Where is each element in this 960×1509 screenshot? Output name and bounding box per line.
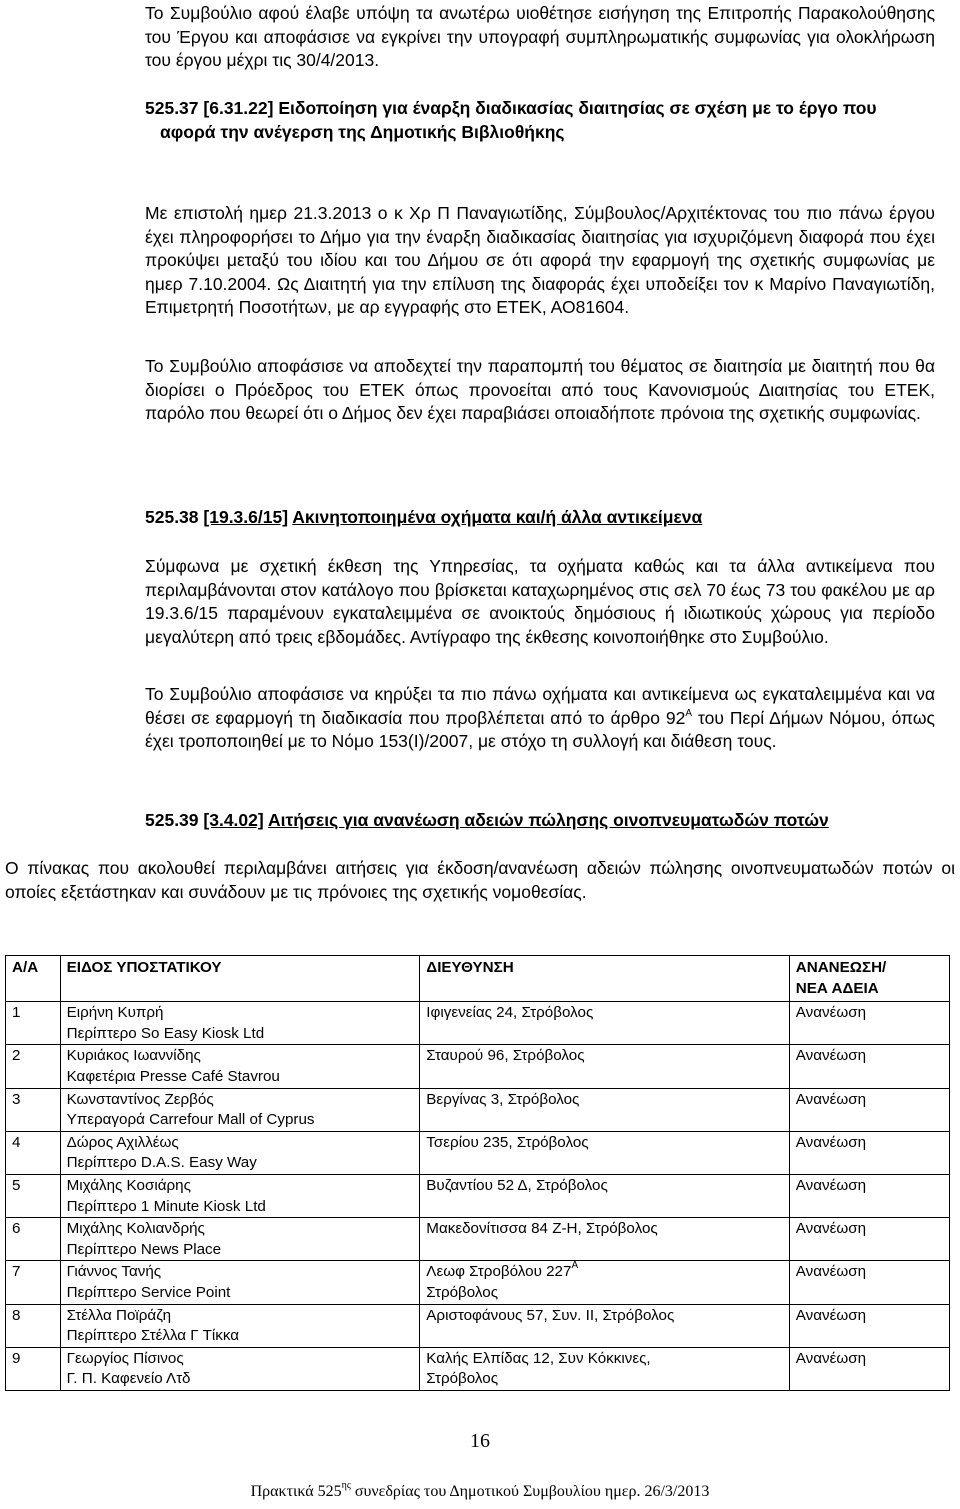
cell-type: Δώρος Αχιλλέως Περίπτερο D.A.S. Easy Way <box>60 1131 420 1174</box>
item-38-paragraph-2: Το Συμβούλιο αποφάσισε να κηρύξει τα πιο πάνω οχήματα και αντικείμενα ως εγκαταλειμμένα και να θέσει σε εφαρμογή τη διαδικασία που προβλέπεται από το άρθρο $92^A$ του Περί Δήμων Νόμου, όπως έχει τροποποιηθεί με το Νόμο 153(Ι)/2007, με στόχο τη συλλογή και διάθεση τους. <box>145 684 935 752</box>
item-number: 525.38 <box>145 507 199 527</box>
table-row <box>6 1347 950 1390</box>
item-title: Αιτήσεις για ανανέωση αδειών πώλησης οινοπνευματωδών ποτών <box>267 810 829 830</box>
cell-address: Λεωφ Στροβόλου $227^A$ Στρόβολος <box>420 1261 789 1304</box>
cell-type: Κωνσταντίνος Ζερβός Υπεραγορά Carrefour Mall of Cyprus <box>60 1088 420 1131</box>
cell-status: Ανανέωση <box>789 1045 949 1088</box>
item-39-heading <box>145 809 935 833</box>
cell-aa: 2 <box>6 1045 61 1088</box>
cell-type: Κυριάκος Ιωαννίδης Καφετέρια Presse Café Stavrou <box>60 1045 420 1088</box>
table-row <box>6 1218 950 1261</box>
table-body <box>6 1002 950 1391</box>
cell-aa: 6 <box>6 1218 61 1261</box>
cell-address: Βυζαντίου 52 Δ, Στρόβολος <box>420 1174 789 1217</box>
item-ref: [6.31.22] <box>203 98 274 118</box>
cell-status: Ανανέωση <box>789 1088 949 1131</box>
item-number: 525.39 <box>145 810 199 830</box>
header-address: ΔΙΕΥΘΥΝΣΗ <box>420 956 789 1002</box>
intro-paragraph: Το Συμβούλιο αφού έλαβε υπόψη τα ανωτέρω υιοθέτησε εισήγηση της Επιτροπής Παρακολούθησης του Έργου και αποφάσισε να εγκρίνει την υπογραφή συμπληρωματικής συμφωνίας για ολοκλήρωση του έργου μέχρι τις 30/4/2013. <box>145 3 935 71</box>
table-row <box>6 1131 950 1174</box>
item-title: Ακινητοποιημένα οχήματα και/ή άλλα αντικείμενα <box>292 507 703 527</box>
licenses-table <box>5 955 950 1391</box>
cell-status: Ανανέωση <box>789 1174 949 1217</box>
cell-status: Ανανέωση <box>789 1261 949 1304</box>
item-number: 525.37 <box>145 98 199 118</box>
cell-aa: 3 <box>6 1088 61 1131</box>
cell-address: Μακεδονίτισσα 84 Ζ-Η, Στρόβολος <box>420 1218 789 1261</box>
cell-address: Ιφιγενείας 24, Στρόβολος <box>420 1002 789 1045</box>
header-aa: Α/Α <box>6 956 61 1002</box>
cell-status: Ανανέωση <box>789 1002 949 1045</box>
item-39-paragraph-1: Ο πίνακας που ακολουθεί περιλαμβάνει αιτήσεις για έκδοση/ανανέωση αδειών πώλησης οινοπνευματωδών ποτών οι οποίες εξετάστηκαν και συνάδουν με τις πρόνοιες της σχετικής νομοθεσίας. <box>5 858 955 902</box>
cell-aa: 1 <box>6 1002 61 1045</box>
page-footer: Πρακτικά $525^{\eta\varsigma}$ συνεδρίας του Δημοτικού Συμβουλίου ημερ. 26/3/2013 <box>250 1480 710 1500</box>
table-row <box>6 1045 950 1088</box>
table-row <box>6 1261 950 1304</box>
cell-type: Στέλλα Ποϊράζη Περίπτερο Στέλλα Γ Τίκκα <box>60 1304 420 1347</box>
page-number: 16 <box>470 1430 490 1452</box>
cell-address: Σταυρού 96, Στρόβολος <box>420 1045 789 1088</box>
cell-type: Μιχάλης Κοσιάρης Περίπτερο 1 Minute Kiosk Ltd <box>60 1174 420 1217</box>
cell-type: Γεωργίος Πίσινος Γ. Π. Καφενείο Λτδ <box>60 1347 420 1390</box>
cell-address: Βεργίνας 3, Στρόβολος <box>420 1088 789 1131</box>
cell-address: Τσερίου 235, Στρόβολος <box>420 1131 789 1174</box>
table-row <box>6 1002 950 1045</box>
cell-aa: 4 <box>6 1131 61 1174</box>
item-title-line2: αφορά την ανέγερση της Δημοτικής Βιβλιοθήκης <box>160 121 565 142</box>
cell-status: Ανανέωση <box>789 1304 949 1347</box>
cell-type: Ειρήνη Κυπρή Περίπτερο So Easy Kiosk Ltd <box>60 1002 420 1045</box>
cell-aa: 7 <box>6 1261 61 1304</box>
cell-address: Αριστοφάνους 57, Συν. ΙΙ, Στρόβολος <box>420 1304 789 1347</box>
cell-status: Ανανέωση <box>789 1131 949 1174</box>
table-header-row <box>6 956 950 1002</box>
item-38-paragraph-1: Σύμφωνα με σχετική έκθεση της Υπηρεσίας, τα οχήματα καθώς και τα άλλα αντικείμενα που περιλαμβάνονται στον κατάλογο που βρίσκεται καταχωρημένος στις σελ 70 έως 73 του φακέλου με αρ 19.3.6/15 παραμένουν εγκαταλειμμένα σε ανοικτούς δημόσιους ή ιδιωτικούς χώρους για περίοδο μεγαλύτερη από τρεις εβδομάδες. Αντίγραφο της έκθεσης κοινοποιήθηκε στο Συμβούλιο. <box>145 556 935 647</box>
cell-type: Γιάννος Τανής Περίπτερο Service Point <box>60 1261 420 1304</box>
item-ref: [19.3.6/15] <box>203 507 289 527</box>
cell-status: Ανανέωση <box>789 1347 949 1390</box>
cell-aa: 8 <box>6 1304 61 1347</box>
table-row <box>6 1088 950 1131</box>
cell-aa: 9 <box>6 1347 61 1390</box>
table-row <box>6 1174 950 1217</box>
item-37-paragraph-2: Το Συμβούλιο αποφάσισε να αποδεχτεί την παραπομπή του θέματος σε διαιτησία με διαιτητή που θα διορίσει ο Πρόεδρος του ΕΤΕΚ όπως προνοείται από τους Κανονισμούς Διαιτησίας του ΕΤΕΚ, παρόλο που θεωρεί ότι ο Δήμος δεν έχει παραβιάσει οποιαδήποτε πρόνοια της σχετικής συμφωνίας. <box>145 356 935 424</box>
item-38-heading <box>145 506 935 530</box>
item-37-heading <box>145 97 935 144</box>
item-37-paragraph-1: Με επιστολή ημερ 21.3.2013 ο κ Χρ Π Παναγιωτίδης, Σύμβουλος/Αρχιτέκτονας του πιο πάνω έργου έχει πληροφορήσει το Δήμο για την έναρξη διαδικασίας διαιτησίας για ισχυριζόμενη διαφορά που έχει προκύψει μεταξύ του ιδίου και του Δήμου σε ότι αφορά την εφαρμογή της σχετικής συμφωνίας με ημερ 7.10.2004. Ως Διαιτητή για την επίλυση της διαφοράς έχει υποδείξει τον κ Μαρίνο Παναγιωτίδη, Επιμετρητή Ποσοτήτων, με αρ εγγραφής στο ΕΤΕΚ, ΑΟ81604. <box>145 203 935 318</box>
item-title-line1: Ειδοποίηση για έναρξη διαδικασίας διαιτησίας σε σχέση με το έργο που <box>278 98 877 118</box>
header-renewal: ΑΝΑΝΕΩΣΗ/ ΝΕΑ ΑΔΕΙΑ <box>789 956 949 1002</box>
cell-type: Μιχάλης Κολιανδρής Περίπτερο News Place <box>60 1218 420 1261</box>
cell-status: Ανανέωση <box>789 1218 949 1261</box>
table-row <box>6 1304 950 1347</box>
header-type: ΕΙΔΟΣ ΥΠΟΣΤΑΤΙΚΟΥ <box>60 956 420 1002</box>
cell-address: Καλής Ελπίδας 12, Συν Κόκκινες, Στρόβολος <box>420 1347 789 1390</box>
item-ref: [3.4.02] <box>203 810 264 830</box>
cell-aa: 5 <box>6 1174 61 1217</box>
